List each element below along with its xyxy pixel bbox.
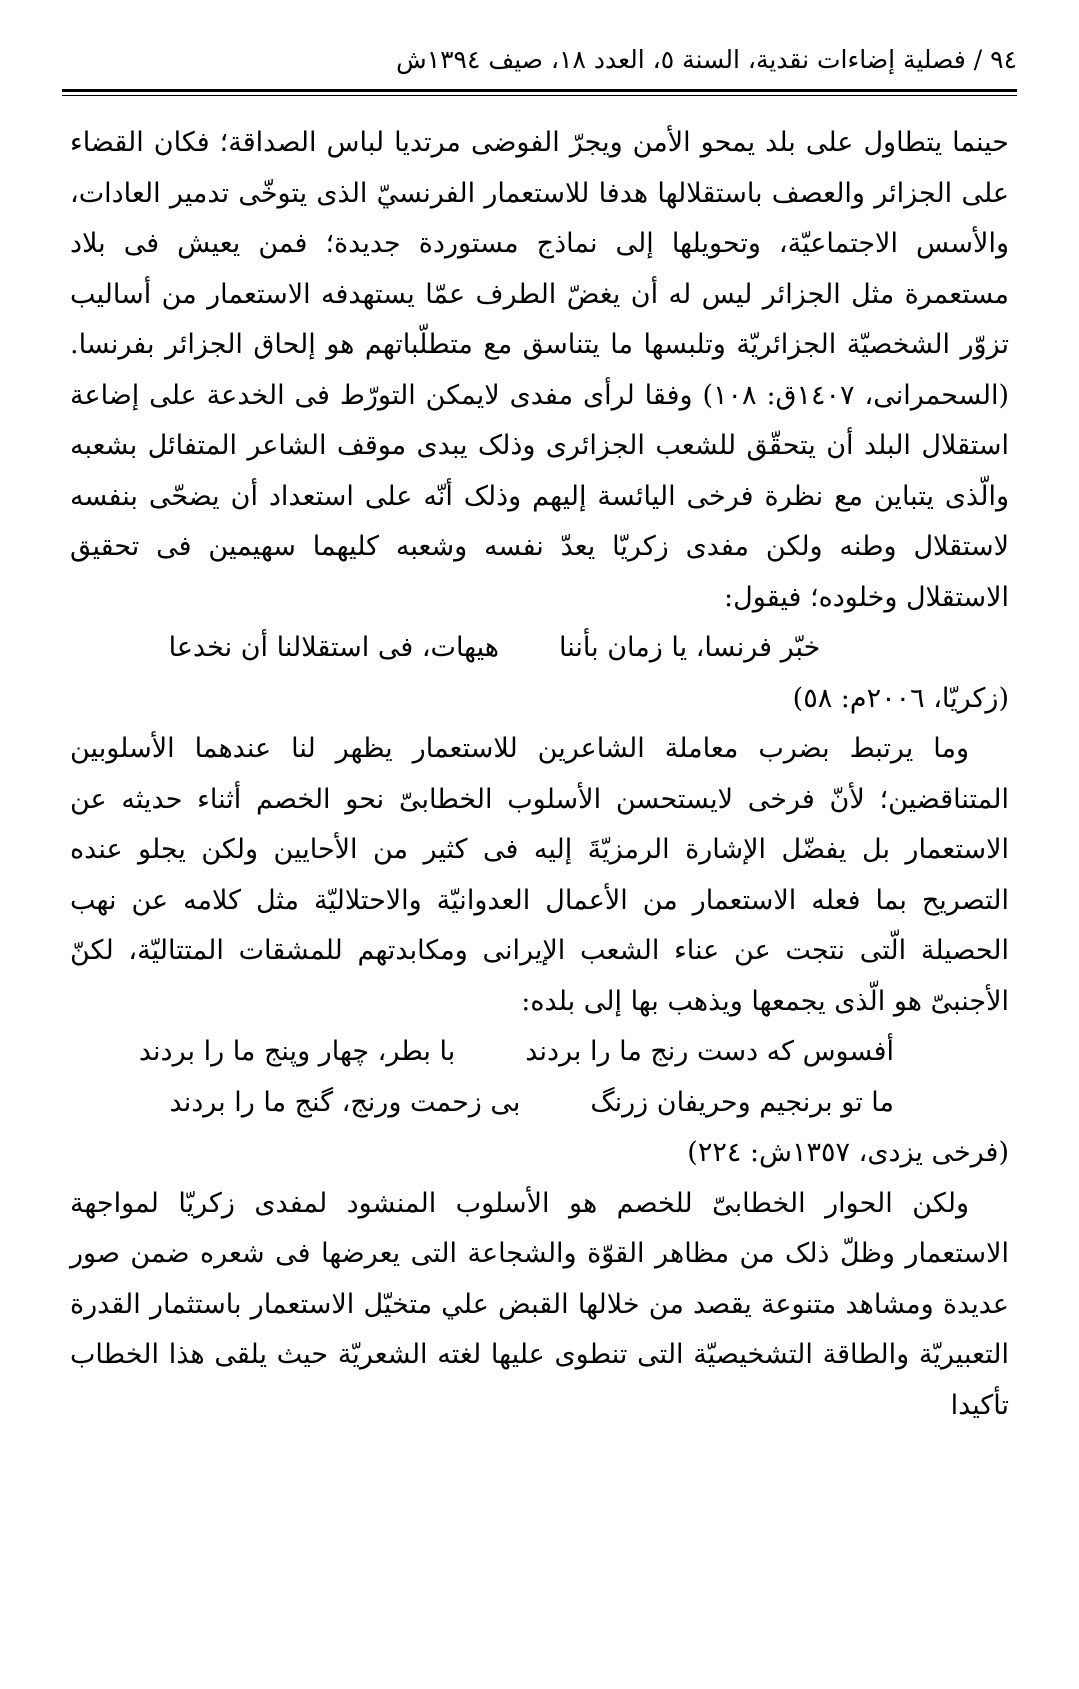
verse-persian-2-first-hemistich: ما تو برنجيم وحريفان زرنگ bbox=[590, 1086, 894, 1118]
paragraph-3: ولكن الحوار الخطابىّ للخصم هو الأسلوب المنشود لمفدى زكريّا لمواجهة الاستعمار وظلّ ذلک من مظاهر القوّة والشجاعة التى يعرضها فى شعره ضمن صور عديدة ومشاهد متنوعة يقصد من خلالها القبض علي متخيّل الاستعمار باستثمار القدرة التعبيريّة والطاقة التشخيصيّة التى تنطوى عليها لغته الشعريّة حيث يلقى هذا الخطاب تأكيدا bbox=[70, 1187, 1009, 1421]
paragraph-2: وما يرتبط بضرب معاملة الشاعرين للاستعمار يظهر لنا عندهما الأسلوبين المتناقضين؛ لأنّ فرخى لايستحسن الأسلوب الخطابىّ نحو الخصم أثناء حديثه عن الاستعمار بل يفضّل الإشارة الرمزيّةَ إليه فى كثير من الأحايين ولكن يجلو عنده التصريح بما فعله الاستعمار من الأعمال العدوانيّة والاحتلاليّة مثل كلامه عن نهب الحصيلة الّتى نتجت عن عناء الشعب الإيرانى ومكابدتهم للمشقات المتتاليّة، لكنّ الأجنبىّ هو الّذى يجمعها ويذهب بها إلى بلده: bbox=[70, 733, 1010, 1017]
verse-persian-2 bbox=[70, 1078, 1009, 1129]
citation-farrokhi: (فرخى يزدى، ١٣٥٧ش: ٢٢٤) bbox=[687, 1137, 1009, 1168]
verse-persian-1-first-hemistich: أفسوس كه دست رنج ما را بردند bbox=[525, 1036, 894, 1067]
paragraph-1: حينما يتطاول على بلد يمحو الأمن ويجرّ الفوضى مرتديا لباس الصداقة؛ فكان القضاء على الجزائر والعصف باستقلالها هدفا للاستعمار الفرنسيّ الذى يتوخّى تدمير العادات، والأسس الاجتماعيّة، وتحويلها إلى نماذج مستوردة جديدة؛ فمن يعيش فى بلاد مستعمرة مثل الجزائر ليس له أن يغضّ الطرف عمّا يستهدفه الاستعمار من أساليب تزوّر الشخصيّة الجزائريّة وتلبسها ما يتناسق مع متطلّباتهم هو إلحاق الجزائر بفرنسا. (السحمرانى، ١٤٠٧ق: ١٠٨) وفقا لرأى مفدى لايمكن التورّط فى الخدعة على إضاعة استقلال البلد أن يتحقّق للشعب الجزائرى وذلک يبدى موقف الشاعر المتفائل بشعبه والّذى يتباين مع نظرة فرخى اليائسة إليهم وذلک أنّه على استعداد أن يضحّى بنفسه لاستقلال وطنه ولكن مفدى زكريّا يعدّ نفسه وشعبه كليهما سهيمين فى تحقيق الاستقلال وخلوده؛ فيقول: bbox=[70, 127, 1009, 613]
header-rule-thick bbox=[62, 89, 1017, 92]
article-body bbox=[70, 118, 1009, 1431]
verse-arabic-first-hemistich: خبّر فرنسا، يا زمان بأننا bbox=[559, 632, 821, 663]
citation-zakaria: (زكريّا، ٢٠٠٦م: ٥٨) bbox=[792, 682, 1009, 714]
running-header: ٩٤ / فصلية إضاءات نقدية، السنة ٥، العدد ١٨، صيف ١٣٩٤ش bbox=[396, 45, 1017, 74]
verse-persian-1 bbox=[70, 1027, 1009, 1078]
verse-arabic-second-hemistich: هيهات، فى استقلالنا أن نخدعا bbox=[168, 632, 500, 663]
header-rule-thin bbox=[62, 95, 1017, 96]
verse-persian-2-second-hemistich: بى زحمت ورنج، گنج ما را بردند bbox=[169, 1086, 521, 1118]
verse-persian-1-second-hemistich: با بطر، چهار وپنج ما را بردند bbox=[138, 1036, 456, 1067]
verse-arabic bbox=[70, 623, 1009, 674]
